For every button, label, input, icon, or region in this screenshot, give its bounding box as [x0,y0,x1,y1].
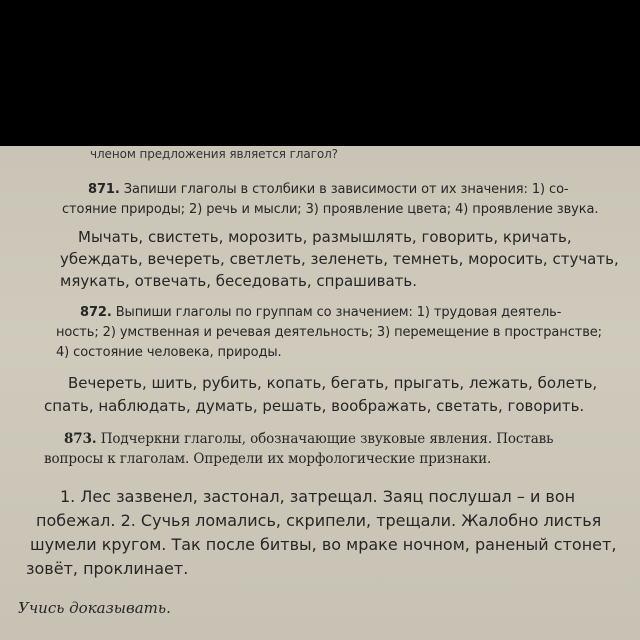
exercise-871-words-line-1: Мычать, свистеть, морозить, размышлять, говорить, кричать, [78,228,572,246]
exercise-873-task-line-1 [64,433,553,447]
exercise-872-words-line-2: спать, наблюдать, думать, решать, воображать, светать, говорить. [44,397,585,415]
section-heading: Учись доказывать. [18,599,171,617]
previous-task-tail: членом предложения является глагол? [90,147,338,161]
exercise-873-task-line-2: вопросы к глаголам. Определи их морфологические признаки. [44,451,492,467]
exercise-872-number: 872. [80,305,112,320]
exercise-872-task-line-3: 4) состояние человека, природы. [56,345,282,360]
exercise-871-words-line-2: убеждать, вечереть, светлеть, зеленеть, темнеть, моросить, стучать, [60,250,619,268]
exercise-873-task-text-1: Подчеркни глаголы, обозначающие звуковые явления. Поставь [100,431,554,447]
exercise-872-task-line-2: ность; 2) умственная и речевая деятельность; 3) перемещение в пространстве; [56,325,602,340]
exercise-873-number: 873. [64,431,97,447]
exercise-873-text-line-1: 1. Лес зазвенел, застонал, затрещал. Заяц послушал – и вон [60,487,576,506]
exercise-873-text-line-4: зовёт, проклинает. [26,559,189,578]
textbook-page [0,146,640,640]
exercise-872-words-line-1: Вечереть, шить, рубить, копать, бегать, прыгать, лежать, болеть, [68,374,598,392]
exercise-871-task-line-2: стояние природы; 2) речь и мысли; 3) проявление цвета; 4) проявление звука. [62,202,599,217]
exercise-871-task-line-1 [88,183,569,196]
exercise-873-text-line-3: шумели кругом. Так после битвы, во мраке ночном, раненый стонет, [30,535,617,554]
exercise-871-number: 871. [88,182,120,197]
exercise-871-task-text-1: Запиши глаголы в столбики в зависимости от их значения: 1) со- [123,182,569,197]
exercise-872-task-line-1 [80,306,561,319]
exercise-872-task-text-1: Выпиши глаголы по группам со значением: 1) трудовая деятель- [115,305,562,320]
exercise-871-words-line-3: мяукать, отвечать, беседовать, спрашивать. [60,272,418,290]
exercise-873-text-line-2: побежал. 2. Сучья ломались, скрипели, трещали. Жалобно листья [36,511,602,530]
